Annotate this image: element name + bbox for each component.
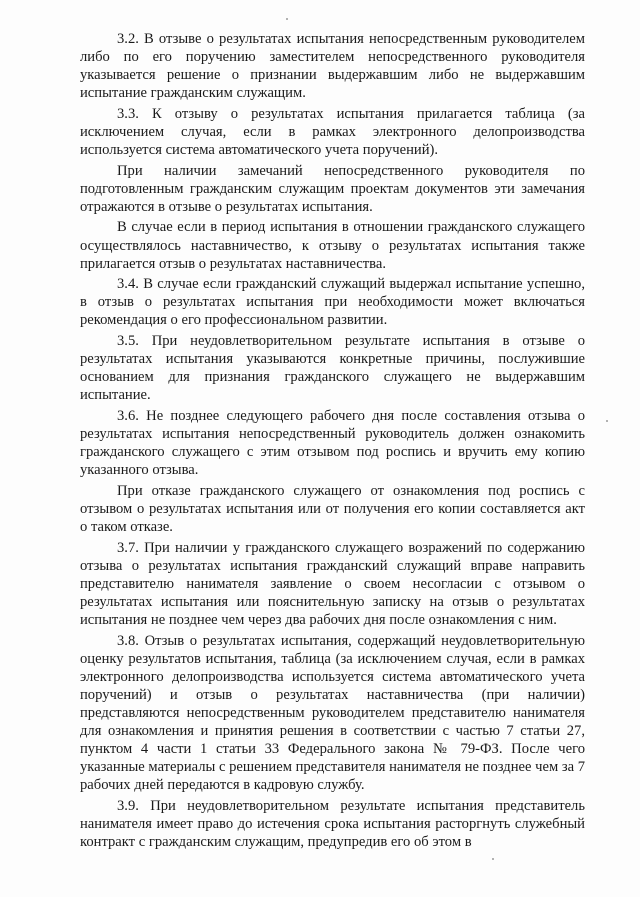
scan-speck — [492, 858, 494, 860]
paragraph-refusal: При отказе гражданского служащего от ознакомления под роспись с отзывом о результатах испытания или от получения его копии составляется акт о таком отказе. — [80, 482, 585, 535]
paragraph-3-9: 3.9. При неудовлетворительном результате испытания представитель нанимателя имеет право до истечения срока испытания расторгнуть служебный контракт с гражданским служащим, предупредив его об этом в — [80, 797, 585, 851]
scan-speck — [606, 420, 608, 422]
paragraph-3-6: 3.6. Не позднее следующего рабочего дня после составления отзыва о результатах испытания непосредственный руководитель должен ознакомить гражданского служащего с этим отзывом под роспись и вручить ему копию указанного отзыва. — [80, 407, 585, 479]
paragraph-3-5: 3.5. При неудовлетворительном результате испытания в отзыве о результатах испытания указываются конкретные причины, послужившие основанием для признания гражданского служащего не выдержавшим испытание. — [80, 333, 585, 404]
paragraph-3-3: 3.3. К отзыву о результатах испытания прилагается таблица (за исключением случая, если в рамках электронного делопроизводства используется система автоматического учета поручений). — [80, 105, 585, 159]
paragraph-mentoring: В случае если в период испытания в отношении гражданского служащего осуществлялось наставничество, к отзыву о результатах испытания также прилагается отзыв о результатах наставничества. — [80, 219, 585, 272]
paragraph-3-8: 3.8. Отзыв о результатах испытания, содержащий неудовлетворительную оценку результатов испытания, таблица (за исключением случая, если в рамках электронного делопроизводства используется система автоматического учета поручений) и отзыв о результатах наставничества (при наличии) представляются непосредственным руководителем представителю нанимателя для ознакомления и принятия решения в соответствии с частью 7 статьи 27, пунктом 4 части 1 статьи 33 Федерального закона № 79-ФЗ. После чего указанные материалы с решением представителя нанимателя не позднее чем за 7 рабочих дней передаются в кадровую службу. — [80, 632, 586, 794]
paragraph-3-7: 3.7. При наличии у гражданского служащего возражений по содержанию отзыва о результатах испытания гражданский служащий вправе направить представителю нанимателя заявление о своем несогласии с отзывом о результатах испытания или пояснительную записку на отзыв о результатах испытания не позднее чем через два рабочих дня после ознакомления с ним. — [80, 539, 585, 628]
document-body — [80, 30, 585, 854]
paragraph-remarks: При наличии замечаний непосредственного руководителя по подготовленным гражданским служащим проектам документов эти замечания отражаются в отзыве о результатах испытания. — [80, 162, 585, 215]
scan-speck — [286, 18, 288, 20]
paragraph-3-4: 3.4. В случае если гражданский служащий выдержал испытание успешно, в отзыв о результатах испытания при необходимости может включаться рекомендация о его профессиональном развитии. — [80, 276, 585, 329]
paragraph-3-2: 3.2. В отзыве о результатах испытания непосредственным руководителем либо по его поручению заместителем непосредственного руководителя указывается решение о признании выдержавшим либо не выдержавшим испытание гражданским служащим. — [80, 31, 585, 102]
